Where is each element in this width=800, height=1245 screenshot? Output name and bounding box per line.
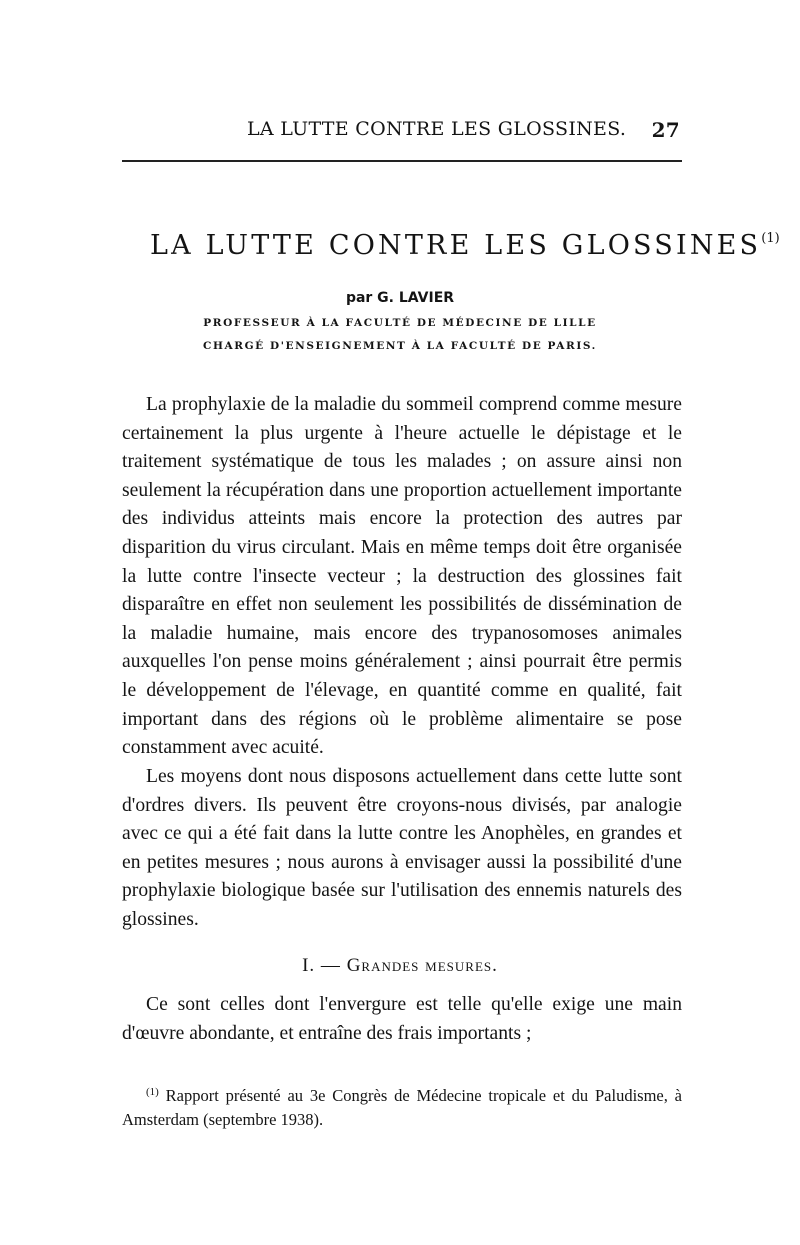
section-title: Grandes mesures. xyxy=(346,955,498,976)
article-title-text: LA LUTTE CONTRE LES GLOSSINES xyxy=(150,230,762,261)
author-byline: par G. LAVIER xyxy=(345,290,455,306)
author-affiliation-2: CHARGÉ D'ENSEIGNEMENT À LA FACULTÉ DE PARIS. xyxy=(203,340,597,352)
section-heading xyxy=(0,955,800,977)
section-number: I. — xyxy=(302,955,341,976)
paragraph-2: Les moyens dont nous disposons actuellement dans cette lutte sont d'ordres divers. Ils peuvent être croyons-nous divisés, par analogie avec ce qui a été fait dans la lutte contre les Anophèles, en grandes et en petites mesures ; nous aurons à envisager aussi la possibilité d'une prophylaxie biologique basée sur l'utilisation des ennemis naturels des glossines. xyxy=(122,766,682,930)
running-head-title: LA LUTTE CONTRE LES GLOSSINES. xyxy=(247,118,627,140)
header-rule xyxy=(122,160,682,162)
page-number: 27 xyxy=(651,118,680,142)
article-title xyxy=(150,230,780,261)
paragraph-1: La prophylaxie de la maladie du sommeil comprend comme mesure certainement la plus urgente à l'heure actuelle le dépistage et le traitement systématique de tous les malades ; on assure ainsi non seulement la récupération dans une proportion actuellement importante des individus atteints mais encore la protection des autres par disparition du virus circulant. Mais en même temps doit être organisée la lutte contre l'insecte vecteur ; la destruction des glossines fait disparaître en effet non seulement les possibilités de dissémination de la maladie humaine, mais encore des trypanosomoses animales auxquelles l'on pense moins généralement ; ainsi pourrait être permis le développement de l'élevage, en quantité comme en qualité, fait important dans des régions où le problème alimentaire se pose constamment avec acuité. xyxy=(122,394,682,759)
paragraph-3: Ce sont celles dont l'envergure est telle qu'elle exige une main d'œuvre abondante, et entraîne des frais importants ; xyxy=(122,994,682,1044)
footnote-text: Rapport présenté au 3e Congrès de Médecine tropicale et du Paludisme, à Amsterdam (septembre 1938). xyxy=(122,1086,683,1129)
running-head xyxy=(122,118,682,148)
title-footnote-mark: (1) xyxy=(761,231,780,246)
footnote xyxy=(122,1080,682,1132)
footnote-mark: (1) xyxy=(146,1086,159,1098)
author-affiliation-1: PROFESSEUR À LA FACULTÉ DE MÉDECINE DE LILLE xyxy=(203,317,597,329)
